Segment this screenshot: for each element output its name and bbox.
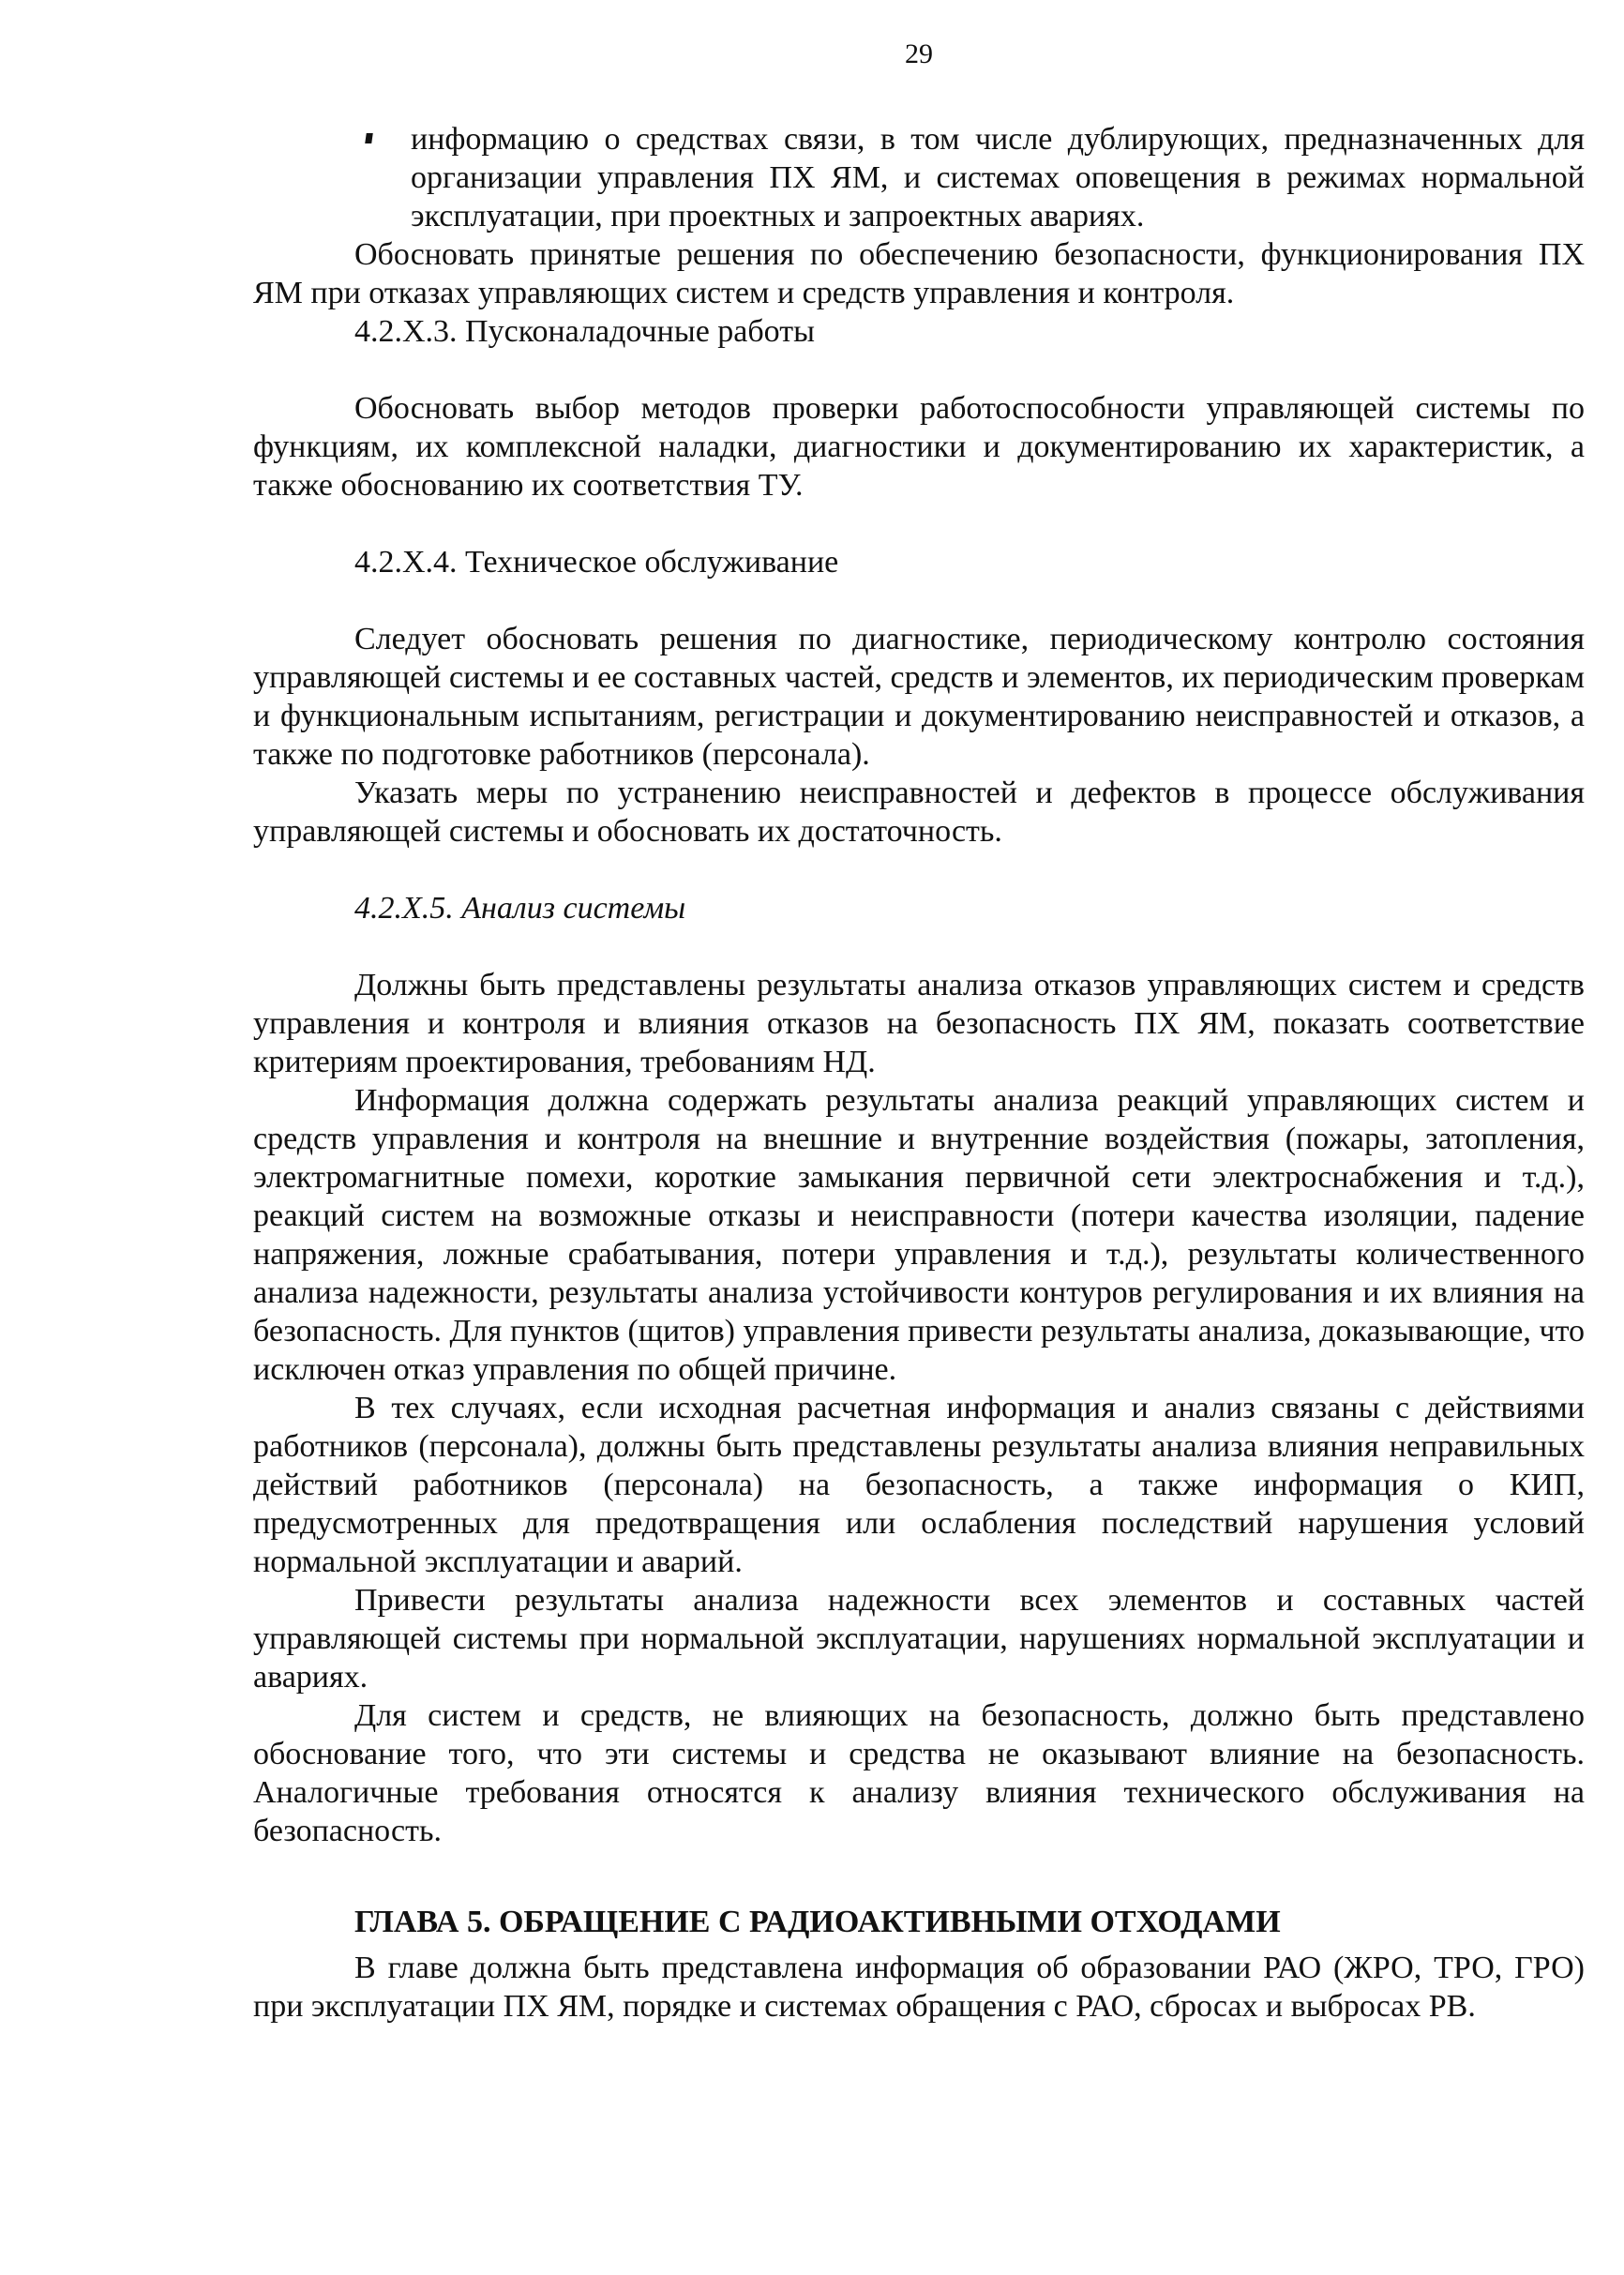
page-number: 29: [905, 38, 933, 69]
paragraph-justification: Обосновать принятые решения по обеспечению безопасности, функционирования ПХ ЯМ при отказах управляющих систем и средств управления и контроля.: [253, 237, 1585, 310]
document-page: [253, 38, 1585, 2026]
paragraph-analysis-5: Для систем и средств, не влияющих на безопасность, должно быть представлено обоснование того, что эти системы и средства не оказывают влияние на безопасность. Аналогичные требования относятся к анализу влияния технического обслуживания на безопасность.: [253, 1698, 1585, 1848]
paragraph-analysis-3: В тех случаях, если исходная расчетная информация и анализ связаны с действиями работников (персонала), должны быть представлены результаты анализа влияния неправильных действий работников (персонала) на безопасность, а также информация о КИП, предусмотренных для предотвращения или ослабления последствий нарушения условий нормальной эксплуатации и аварий.: [253, 1391, 1585, 1579]
chapter-title: ГЛАВА 5. ОБРАЩЕНИЕ С РАДИОАКТИВНЫМИ ОТХОДАМИ: [354, 1905, 1281, 1939]
section-heading-maintenance: 4.2.Х.4. Техническое обслуживание: [354, 545, 839, 580]
bullet-item: [253, 120, 1585, 235]
paragraph-analysis-2: Информация должна содержать результаты анализа реакций управляющих систем и средств управления и контроля на внешние и внутренние воздействия (пожары, затопления, электромагнитные помехи, короткие замыкания первичной сети электроснабжения и т.д.), реакций систем на возможные отказы и неисправности (потери качества изоляции, падение напряжения, ложные срабатывания, потери управления и т.д.), результаты количественного анализа надежности, результаты анализа устойчивости контуров регулирования и их влияния на безопасность. Для пунктов (щитов) управления привести результаты анализа, доказывающие, что исключен отказ управления по общей причине.: [253, 1083, 1585, 1387]
section-heading-commissioning: 4.2.Х.3. Пусконаладочные работы: [354, 314, 815, 349]
paragraph-maintenance-1: Следует обосновать решения по диагностике, периодическому контролю состояния управляющей системы и ее составных частей, средств и элементов, их периодическим проверкам и функциональным испытаниям, регистрации и документированию неисправностей и отказов, а также по подготовке работников (персонала).: [253, 622, 1585, 772]
paragraph-analysis-4: Привести результаты анализа надежности всех элементов и составных частей управляющей системы при нормальной эксплуатации, нарушениях нормальной эксплуатации и авариях.: [253, 1583, 1585, 1695]
paragraph-commissioning: Обосновать выбор методов проверки работоспособности управляющей системы по функциям, их комплексной наладки, диагностики и документированию их характеристик, а также обоснованию их соответствия ТУ.: [253, 391, 1585, 503]
paragraph-maintenance-2: Указать меры по устранению неисправностей и дефектов в процессе обслуживания управляющей системы и обосновать их достаточность.: [253, 776, 1585, 849]
section-heading-analysis: 4.2.Х.5. Анализ системы: [354, 891, 686, 926]
paragraph-chapter-intro: В главе должна быть представлена информация об образовании РАО (ЖРО, ТРО, ГРО) при эксплуатации ПХ ЯМ, порядке и системах обращения с РАО, сбросах и выбросах РВ.: [253, 1951, 1585, 2024]
bullet-marker: [365, 133, 373, 143]
bullet-text: информацию о средствах связи, в том числе дублирующих, предназначенных для организации управления ПХ ЯМ, и системах оповещения в режимах нормальной эксплуатации, при проектных и запроектных авариях.: [411, 122, 1585, 234]
paragraph-analysis-1: Должны быть представлены результаты анализа отказов управляющих систем и средств управления и контроля и влияния отказов на безопасность ПХ ЯМ, показать соответствие критериям проектирования, требованиям НД.: [253, 968, 1585, 1079]
